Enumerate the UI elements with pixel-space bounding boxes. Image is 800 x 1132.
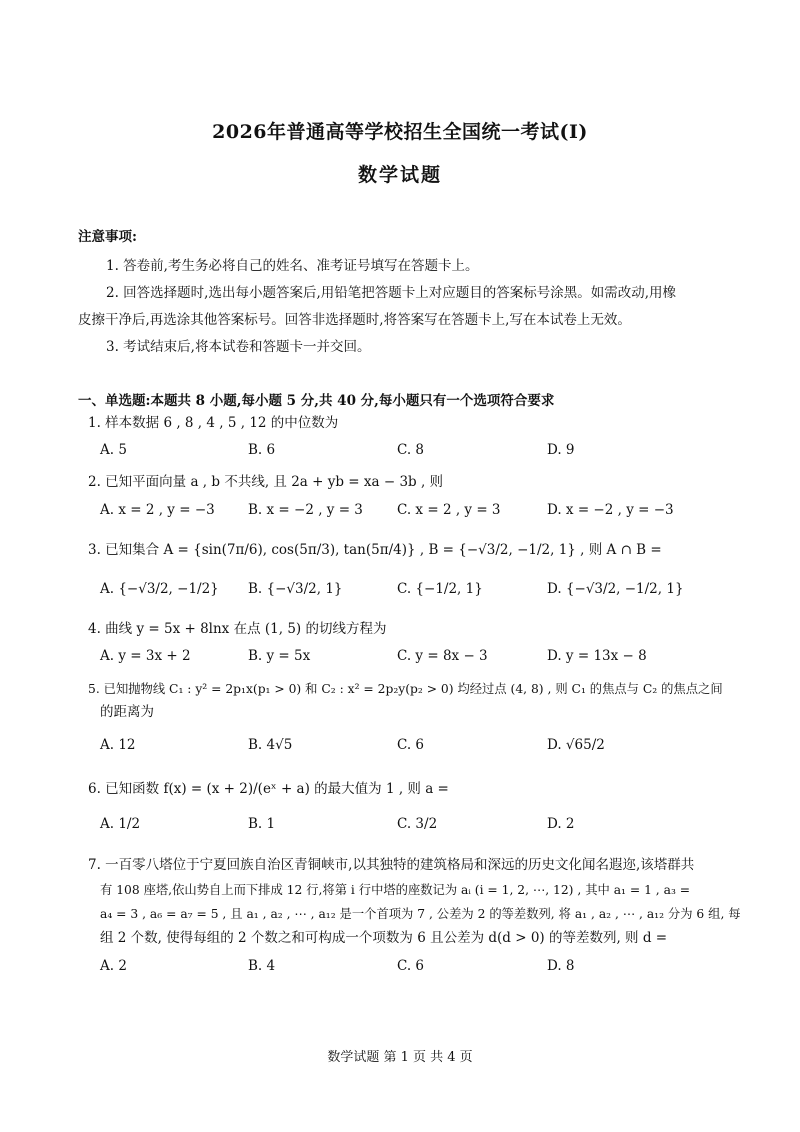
question-3-option-a: A. {−√3/2, −1/2}: [100, 581, 219, 597]
page-footer: 数学试题 第 1 页 共 4 页: [327, 1050, 473, 1065]
question-7-stem-line4: 组 2 个数, 使得每组的 2 个数之和可构成一个项数为 6 且公差为 d(d > 0) 的等差数列, 则 d =: [100, 930, 668, 946]
question-4-stem: 4. 曲线 y = 5x + 8lnx 在点 (1, 5) 的切线方程为: [88, 621, 387, 637]
question-3-option-c: C. {−1/2, 1}: [397, 581, 483, 597]
exam-subtitle: 数学试题: [357, 164, 442, 186]
question-1-option-a: A. 5: [100, 442, 127, 458]
question-5-option-b: B. 4√5: [248, 737, 293, 753]
question-6-option-a: A. 1/2: [100, 816, 141, 832]
question-7-option-d: D. 8: [547, 958, 575, 974]
question-2-stem: 2. 已知平面向量 a , b 不共线, 且 2a + yb = xa − 3b , 则: [88, 474, 444, 490]
question-5-stem-line2: 的距离为: [100, 704, 154, 720]
question-7-option-a: A. 2: [100, 958, 127, 974]
question-3-stem: 3. 已知集合 A = {sin(7π/6), cos(5π/3), tan(5π/4)} , B = {−√3/2, −1/2, 1} , 则 A ∩ B =: [88, 542, 662, 558]
question-5-option-a: A. 12: [100, 737, 136, 753]
question-6-option-b: B. 1: [248, 816, 276, 832]
question-7-stem-line3: a₄ = 3 , a₆ = a₇ = 5 , 且 a₁ , a₂ , ⋯ , a₁₂ 是一个首项为 7 , 公差为 2 的等差数列, 将 a₁ , a₂ , ⋯ , a₁₂ 分为 6 组, 每: [100, 907, 741, 921]
question-4-option-c: C. y = 8x − 3: [397, 648, 488, 664]
question-1-option-d: D. 9: [547, 442, 575, 458]
question-7-option-b: B. 4: [248, 958, 276, 974]
question-6-stem: 6. 已知函数 f(x) = (x + 2)/(eˣ + a) 的最大值为 1 , 则 a =: [88, 781, 449, 797]
question-6-option-c: C. 3/2: [397, 816, 438, 832]
notice-heading: 注意事项:: [78, 229, 137, 245]
question-1-option-c: C. 8: [397, 442, 425, 458]
question-2-option-d: D. x = −2 , y = −3: [547, 502, 674, 518]
question-4-option-b: B. y = 5x: [248, 648, 311, 664]
question-4-option-a: A. y = 3x + 2: [100, 648, 191, 664]
question-5-option-d: D. √65/2: [547, 737, 605, 753]
notice-item-1: 1. 答卷前,考生务必将自己的姓名、准考证号填写在答题卡上。: [106, 258, 479, 274]
notice-item-2-line2: 皮擦干净后,再选涂其他答案标号。回答非选择题时,将答案写在答题卡上,写在本试卷上无效。: [78, 312, 631, 328]
question-6-option-d: D. 2: [547, 816, 575, 832]
question-1-stem: 1. 样本数据 6 , 8 , 4 , 5 , 12 的中位数为: [88, 415, 339, 431]
question-4-option-d: D. y = 13x − 8: [547, 648, 647, 664]
question-7-stem-line2: 有 108 座塔,依山势自上而下排成 12 行,将第 i 行中塔的座数记为 aᵢ (i = 1, 2, ⋯, 12) , 其中 a₁ = 1 , a₃ =: [100, 883, 691, 897]
question-7-stem-line1: 7. 一百零八塔位于宁夏回族自治区青铜峡市,以其独特的建筑格局和深远的历史文化闻名遐迩,该塔群共: [88, 857, 695, 873]
question-3-option-b: B. {−√3/2, 1}: [248, 581, 343, 597]
exam-title: 2026年普通高等学校招生全国统一考试(I): [212, 121, 588, 143]
question-2-option-c: C. x = 2 , y = 3: [397, 502, 501, 518]
question-2-option-a: A. x = 2 , y = −3: [100, 502, 215, 518]
question-1-option-b: B. 6: [248, 442, 276, 458]
question-2-option-b: B. x = −2 , y = 3: [248, 502, 363, 518]
question-7-option-c: C. 6: [397, 958, 425, 974]
question-5-stem-line1: 5. 已知抛物线 C₁ : y² = 2p₁x(p₁ > 0) 和 C₂ : x² = 2p₂y(p₂ > 0) 均经过点 (4, 8) , 则 C₁ 的焦点与 C₂ 的焦点之间: [88, 682, 723, 696]
question-3-option-d: D. {−√3/2, −1/2, 1}: [547, 581, 684, 597]
section-heading: 一、单选题:本题共 8 小题,每小题 5 分,共 40 分,每小题只有一个选项符合要求: [78, 393, 555, 409]
question-5-option-c: C. 6: [397, 737, 425, 753]
notice-item-3: 3. 考试结束后,将本试卷和答题卡一并交回。: [106, 339, 371, 355]
notice-item-2-line1: 2. 回答选择题时,选出每小题答案后,用铅笔把答题卡上对应题目的答案标号涂黑。如需改动,用橡: [106, 285, 677, 301]
